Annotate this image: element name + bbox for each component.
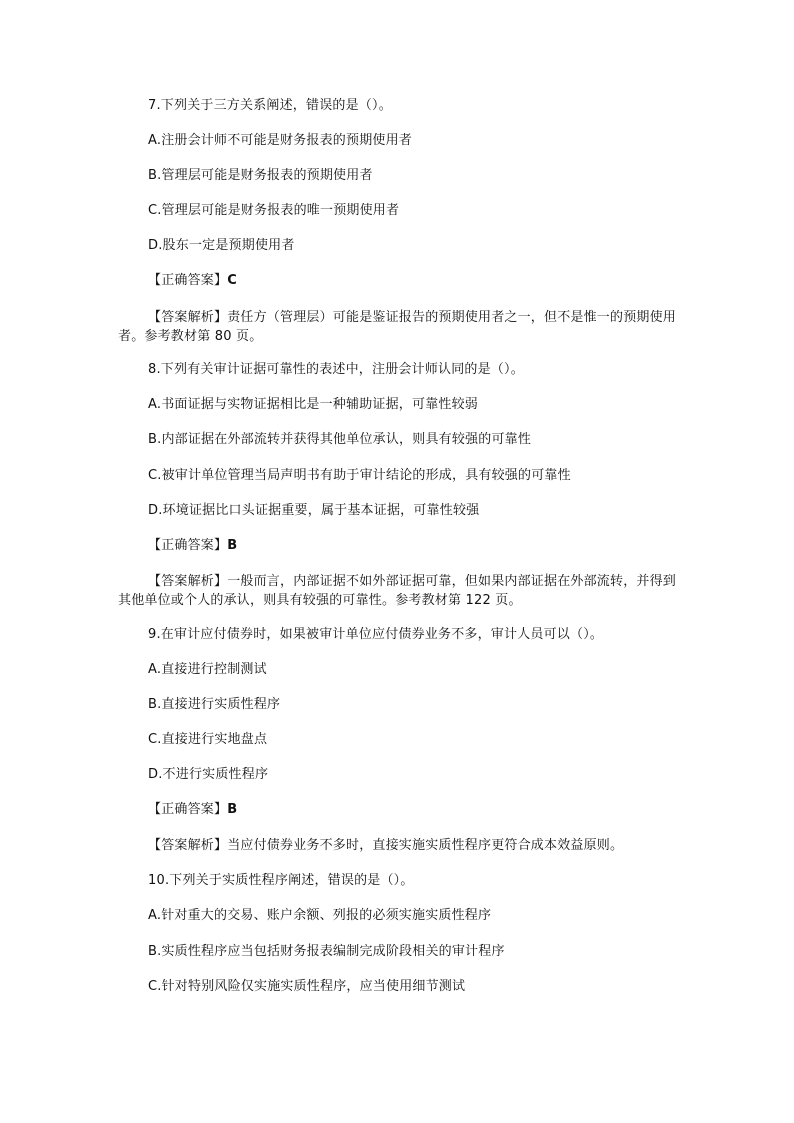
analysis-label: 【答案解析】 <box>148 310 228 325</box>
question-8-stem: 8.下列有关审计证据可靠性的表述中，注册会计师认同的是（）。 <box>148 362 524 377</box>
answer-label: 【正确答案】 <box>148 538 228 553</box>
question-9-option-c: C.直接进行实地盘点 <box>148 732 268 747</box>
question-8-analysis <box>118 572 678 610</box>
analysis-text: 责任方（管理层）可能是鉴证报告的预期使用者之一，但不是惟一的预期使用者。参考教材第 80 页。 <box>118 310 677 344</box>
question-7-option-d: D.股东一定是预期使用者 <box>148 238 295 253</box>
question-7-option-a: A.注册会计师不可能是财务报表的预期使用者 <box>148 133 412 148</box>
question-7-analysis <box>118 308 678 346</box>
analysis-label: 【答案解析】 <box>148 574 228 589</box>
question-10-option-b: B.实质性程序应当包括财务报表编制完成阶段相关的审计程序 <box>148 944 505 959</box>
question-9-option-a: A.直接进行控制测试 <box>148 662 267 677</box>
question-9-answer <box>148 801 237 819</box>
question-8-option-a: A.书面证据与实物证据相比是一种辅助证据，可靠性较弱 <box>148 397 478 412</box>
question-9-analysis <box>148 837 623 855</box>
question-9-option-d: D.不进行实质性程序 <box>148 767 269 782</box>
question-8-option-b: B.内部证据在外部流转并获得其他单位承认，则具有较强的可靠性 <box>148 432 532 447</box>
question-8-option-d: D.环境证据比口头证据重要，属于基本证据，可靠性较强 <box>148 503 480 518</box>
analysis-label: 【答案解析】 <box>148 838 228 853</box>
question-10-option-a: A.针对重大的交易、账户余额、列报的必须实施实质性程序 <box>148 908 492 923</box>
question-7-option-c: C.管理层可能是财务报表的唯一预期使用者 <box>148 203 400 218</box>
question-7-option-b: B.管理层可能是财务报表的预期使用者 <box>148 168 373 183</box>
question-10-option-c: C.针对特别风险仅实施实质性程序，应当使用细节测试 <box>148 979 466 994</box>
analysis-text: 当应付债券业务不多时，直接实施实质性程序更符合成本效益原则。 <box>227 838 624 853</box>
question-9-option-b: B.直接进行实质性程序 <box>148 697 281 712</box>
question-8-option-c: C.被审计单位管理当局声明书有助于审计结论的形成，具有较强的可靠性 <box>148 468 571 483</box>
answer-value: B <box>227 538 238 553</box>
answer-value: B <box>227 802 238 817</box>
answer-label: 【正确答案】 <box>148 802 228 817</box>
analysis-text: 一般而言，内部证据不如外部证据可靠，但如果内部证据在外部流转，并得到其他单位或个人的承认，则具有较强的可靠性。参考教材第 122 页。 <box>118 574 677 608</box>
question-8-answer <box>148 537 237 555</box>
question-7-answer <box>148 272 237 290</box>
answer-label: 【正确答案】 <box>148 273 228 288</box>
answer-value: C <box>227 273 237 288</box>
question-9-stem: 9.在审计应付债券时，如果被审计单位应付债券业务不多，审计人员可以（）。 <box>148 627 604 642</box>
question-10-stem: 10.下列关于实质性程序阐述，错误的是（）。 <box>148 873 414 888</box>
question-7-stem: 7.下列关于三方关系阐述，错误的是（）。 <box>148 98 392 113</box>
